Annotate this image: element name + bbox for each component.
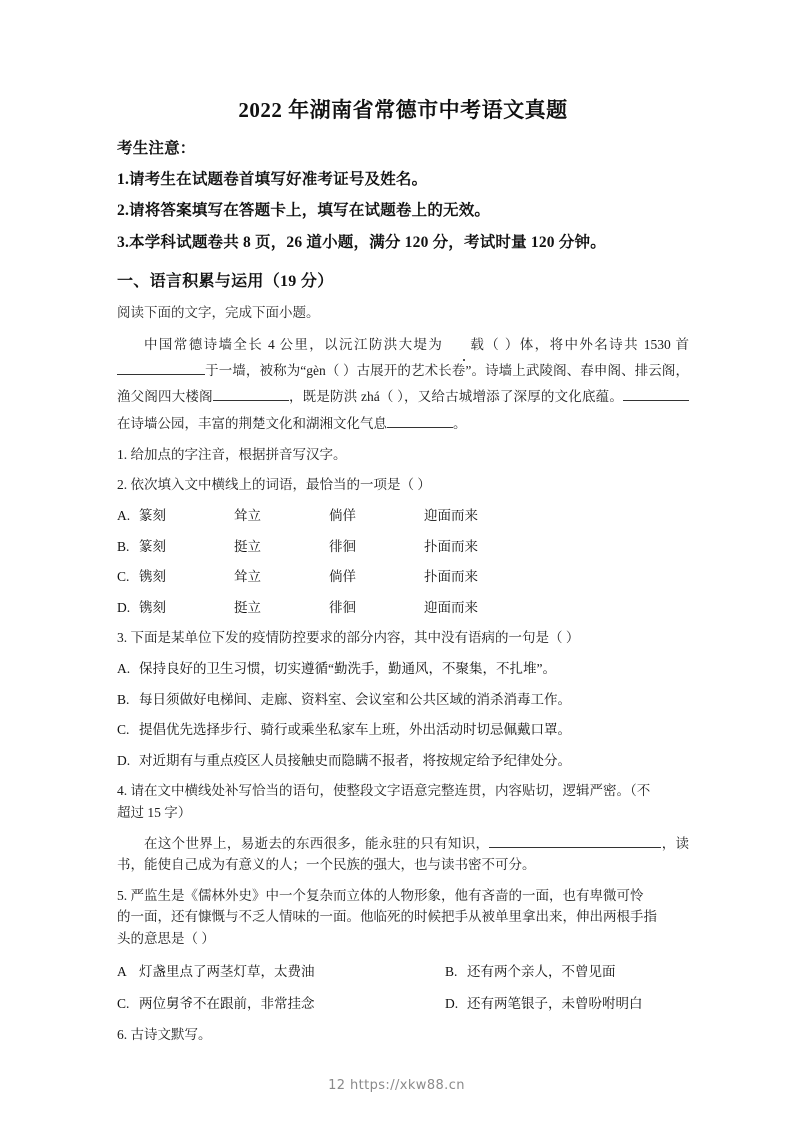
option-label: D. <box>117 599 131 615</box>
question-6 <box>117 1024 689 1046</box>
option-label: D. <box>117 752 131 768</box>
question-4-answer-blank[interactable] <box>489 834 661 848</box>
reading-passage <box>117 332 689 437</box>
question-5-stem-line3: 头的意思是（ ） <box>117 930 215 946</box>
passage-text-2: （ ）体，将中外名诗共 1530 首 <box>483 336 690 352</box>
option-text: 还有两个亲人，不曾见面 <box>467 963 616 979</box>
question-2-option-d[interactable] <box>117 597 689 619</box>
question-4-body-b: ，读 <box>661 835 690 851</box>
question-2-option-c[interactable] <box>117 566 689 588</box>
question-2-option-a[interactable] <box>117 505 689 527</box>
option-text: 还有两笔银子，未曾吩咐明白 <box>467 996 643 1012</box>
option-label: C. <box>117 996 130 1012</box>
question-6-number: 6. <box>117 1026 128 1042</box>
option-word-2: 耸立 <box>234 508 261 524</box>
question-4-body <box>117 833 689 876</box>
passage-text-4: 排云阁，渔父阁四大楼阁 <box>117 362 689 405</box>
passage-blank-2[interactable] <box>213 387 289 401</box>
option-word-1: 篆刻 <box>139 508 166 524</box>
passage-text-7: 在诗墙公园，丰富的荆楚文化和湖湘文化气息 <box>117 415 387 431</box>
option-word-1: 篆刻 <box>139 538 166 554</box>
option-word-4: 扑面而来 <box>424 569 478 585</box>
question-5-options-row-1 <box>117 961 689 983</box>
option-word-1: 镌刻 <box>139 569 166 585</box>
option-word-4: 扑面而来 <box>424 538 478 554</box>
question-3-stem: 下面是某单位下发的疫情防控要求的部分内容，其中没有语病的一句是（ ） <box>130 630 580 646</box>
question-3-option-c[interactable] <box>117 719 689 741</box>
question-5-option-a[interactable] <box>117 961 445 983</box>
option-word-3: 倘佯 <box>329 508 356 524</box>
option-word-2: 挺立 <box>234 599 261 615</box>
question-5-options-row-2 <box>117 993 689 1015</box>
notice-item-3: 3.本学科试题卷共 8 页，26 道小题，满分 120 分，考试时量 120 分钟。 <box>117 233 606 251</box>
option-text: 保持良好的卫生习惯，切实遵循“勤洗手，勤通风，不聚集，不扎堆”。 <box>139 661 556 677</box>
page-title: 2022 年湖南省常德市中考语文真题 <box>238 98 568 122</box>
question-1-number: 1. <box>117 446 128 462</box>
reading-lead-in: 阅读下面的文字，完成下面小题。 <box>117 305 320 321</box>
question-4 <box>117 780 689 823</box>
option-word-3: 徘徊 <box>329 538 356 554</box>
option-label: B. <box>117 691 130 707</box>
option-label: A. <box>117 508 131 524</box>
passage-text-6: 底蕴。 <box>581 389 624 405</box>
option-label: D. <box>445 996 459 1012</box>
option-word-2: 耸立 <box>234 569 261 585</box>
passage-text-1: 中国常德诗墙全长 4 公里，以沅江防洪大堤为 <box>144 336 444 352</box>
option-text: 每日须做好电梯间、走廊、资料室、会议室和公共区域的消杀消毒工作。 <box>139 691 571 707</box>
option-word-3: 徘徊 <box>329 599 356 615</box>
question-5-stem-line1: 严监生是《儒林外史》中一个复杂而立体的人物形象，他有吝啬的一面，也有卑微可怜 <box>130 887 644 903</box>
passage-blank-1[interactable] <box>117 361 205 375</box>
option-word-4: 迎面而来 <box>424 508 478 524</box>
passage-text-8: 。 <box>453 415 467 431</box>
question-4-body-c: 书，能使自己成为有意义的人；一个民族的强大，也与读书密不可分。 <box>117 857 536 873</box>
pinyin-dotted-char: 载 <box>443 332 484 358</box>
passage-text-5: ，既是防洪 zhá（ ），又给古城增添了深厚的文化 <box>288 389 582 405</box>
question-5-option-d[interactable] <box>445 993 689 1015</box>
option-word-1: 镌刻 <box>139 599 166 615</box>
option-text: 灯盏里点了两茎灯草，太费油 <box>139 963 315 979</box>
option-text: 提倡优先选择步行、骑行或乘坐私家车上班，外出活动时切忌佩戴口罩。 <box>139 722 571 738</box>
option-text: 两位舅爷不在跟前，非常挂念 <box>139 996 315 1012</box>
option-word-3: 倘佯 <box>329 569 356 585</box>
question-5-stem-line2: 的一面，还有慷慨与不乏人情味的一面。他临死的时候把手从被单里拿出来，伸出两根手指 <box>117 909 657 925</box>
question-4-number: 4. <box>117 783 128 799</box>
question-3-number: 3. <box>117 630 128 646</box>
option-label: A <box>117 963 127 979</box>
question-2-stem: 依次填入文中横线上的词语，最恰当的一项是（ ） <box>130 477 431 493</box>
question-3-option-d[interactable] <box>117 750 689 772</box>
passage-blank-4[interactable] <box>387 414 453 428</box>
question-5 <box>117 885 689 950</box>
question-2-number: 2. <box>117 477 128 493</box>
option-label: B. <box>117 538 130 554</box>
question-4-body-a: 在这个世界上，易逝去的东西很多，能永驻的只有知识， <box>144 835 490 851</box>
option-label: C. <box>117 722 130 738</box>
question-2-option-b[interactable] <box>117 536 689 558</box>
question-3 <box>117 627 689 649</box>
option-label: C. <box>117 569 130 585</box>
option-word-4: 迎面而来 <box>424 599 478 615</box>
notice-item-2: 2.请将答案填写在答题卡上，填写在试题卷上的无效。 <box>117 202 491 220</box>
notice-heading: 考生注意： <box>117 140 196 158</box>
option-label: A. <box>117 661 131 677</box>
option-label: B. <box>445 963 458 979</box>
option-text: 对近期有与重点疫区人员接触史而隐瞒不报者，将按规定给予纪律处分。 <box>139 752 571 768</box>
question-4-stem-line1: 请在文中横线处补写恰当的语句，使整段文字语意完整连贯，内容贴切，逻辑严密。（不 <box>130 783 651 799</box>
passage-blank-3[interactable] <box>623 387 689 401</box>
question-3-option-b[interactable] <box>117 689 689 711</box>
question-5-option-b[interactable] <box>445 961 689 983</box>
question-3-option-a[interactable] <box>117 658 689 680</box>
question-5-option-c[interactable] <box>117 993 445 1015</box>
option-word-2: 挺立 <box>234 538 261 554</box>
question-5-number: 5. <box>117 887 128 903</box>
question-2 <box>117 474 689 496</box>
question-6-stem: 古诗文默写。 <box>130 1026 212 1042</box>
passage-text-3: 于一墙，被称为“gèn（ ）古展开的艺术长卷”。诗墙上武陵阁、春申阁、 <box>205 362 635 378</box>
section-heading: 一、语言积累与运用（19 分） <box>117 273 334 291</box>
question-1-stem: 给加点的字注音，根据拼音写汉字。 <box>130 446 347 462</box>
notice-item-1: 1.请考生在试题卷首填写好准考证号及姓名。 <box>117 170 428 188</box>
question-4-stem-line2: 超过 15 字） <box>117 804 192 820</box>
page-footer-watermark: 12 https://xkw88.cn <box>328 1078 465 1093</box>
question-1 <box>117 444 689 466</box>
